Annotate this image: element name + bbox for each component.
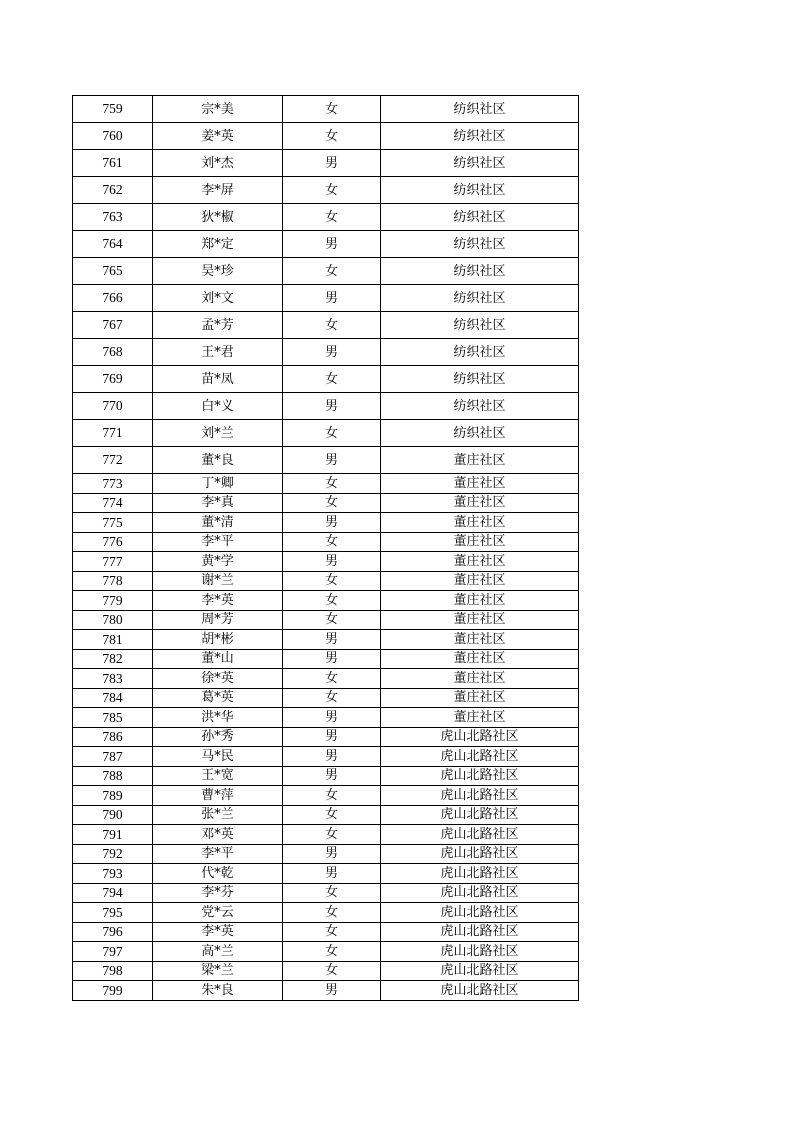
row-name: 刘*文 [153,285,283,312]
row-name: 黄*学 [153,552,283,572]
table-row [73,532,579,552]
row-community: 董庄社区 [381,447,579,474]
row-gender: 女 [283,312,381,339]
row-community: 虎山北路社区 [381,922,579,942]
table-row [73,864,579,884]
row-number: 789 [73,786,153,806]
row-community: 纺织社区 [381,204,579,231]
row-community: 董庄社区 [381,513,579,533]
row-name: 胡*彬 [153,630,283,650]
row-gender: 男 [283,766,381,786]
row-gender: 女 [283,922,381,942]
row-community: 董庄社区 [381,688,579,708]
row-number: 779 [73,591,153,611]
table-row [73,420,579,447]
row-gender: 男 [283,747,381,767]
row-gender: 女 [283,420,381,447]
row-number: 798 [73,961,153,981]
row-name: 邓*英 [153,825,283,845]
table-row [73,805,579,825]
table-row [73,669,579,689]
table-row [73,150,579,177]
row-gender: 男 [283,231,381,258]
row-name: 宗*美 [153,96,283,123]
table-row [73,727,579,747]
row-community: 纺织社区 [381,393,579,420]
row-community: 纺织社区 [381,123,579,150]
table-row [73,981,579,1001]
row-number: 797 [73,942,153,962]
table-row [73,922,579,942]
row-community: 纺织社区 [381,150,579,177]
row-community: 虎山北路社区 [381,864,579,884]
row-community: 虎山北路社区 [381,825,579,845]
row-name: 谢*兰 [153,571,283,591]
row-number: 792 [73,844,153,864]
row-community: 董庄社区 [381,571,579,591]
table-row [73,231,579,258]
row-community: 虎山北路社区 [381,942,579,962]
row-number: 765 [73,258,153,285]
table-row [73,366,579,393]
row-name: 白*义 [153,393,283,420]
row-number: 799 [73,981,153,1001]
row-name: 徐*英 [153,669,283,689]
row-name: 李*平 [153,532,283,552]
row-name: 吴*珍 [153,258,283,285]
row-number: 788 [73,766,153,786]
row-name: 李*屏 [153,177,283,204]
row-number: 762 [73,177,153,204]
table-row [73,688,579,708]
row-gender: 男 [283,513,381,533]
table-row [73,339,579,366]
row-community: 董庄社区 [381,649,579,669]
row-name: 李*平 [153,844,283,864]
row-name: 王*君 [153,339,283,366]
row-number: 767 [73,312,153,339]
row-community: 虎山北路社区 [381,961,579,981]
row-community: 虎山北路社区 [381,883,579,903]
row-community: 纺织社区 [381,366,579,393]
row-number: 759 [73,96,153,123]
table-row [73,903,579,923]
row-number: 795 [73,903,153,923]
table-row [73,258,579,285]
row-name: 代*乾 [153,864,283,884]
row-community: 董庄社区 [381,591,579,611]
table-row [73,493,579,513]
row-number: 768 [73,339,153,366]
row-name: 孟*芳 [153,312,283,339]
row-name: 李*真 [153,493,283,513]
row-gender: 男 [283,630,381,650]
row-number: 770 [73,393,153,420]
row-number: 790 [73,805,153,825]
table-row [73,312,579,339]
table-row [73,591,579,611]
table-row [73,649,579,669]
row-community: 董庄社区 [381,493,579,513]
row-gender: 男 [283,447,381,474]
row-number: 786 [73,727,153,747]
row-community: 虎山北路社区 [381,981,579,1001]
row-number: 780 [73,610,153,630]
row-number: 787 [73,747,153,767]
row-number: 775 [73,513,153,533]
row-gender: 女 [283,610,381,630]
row-name: 刘*兰 [153,420,283,447]
table-row [73,747,579,767]
row-community: 虎山北路社区 [381,727,579,747]
row-name: 丁*卿 [153,474,283,494]
table-row [73,961,579,981]
row-number: 774 [73,493,153,513]
row-community: 纺织社区 [381,285,579,312]
row-name: 姜*英 [153,123,283,150]
table-row [73,844,579,864]
row-gender: 男 [283,393,381,420]
row-name: 郑*定 [153,231,283,258]
row-number: 776 [73,532,153,552]
row-number: 781 [73,630,153,650]
row-number: 794 [73,883,153,903]
row-gender: 女 [283,493,381,513]
table-row [73,766,579,786]
row-community: 纺织社区 [381,177,579,204]
row-gender: 女 [283,571,381,591]
row-gender: 男 [283,339,381,366]
row-community: 虎山北路社区 [381,766,579,786]
row-number: 766 [73,285,153,312]
table-row [73,571,579,591]
table-row [73,204,579,231]
row-gender: 女 [283,961,381,981]
row-name: 李*英 [153,591,283,611]
row-name: 王*宽 [153,766,283,786]
table-row [73,285,579,312]
table-row [73,96,579,123]
row-community: 董庄社区 [381,474,579,494]
row-name: 曹*萍 [153,786,283,806]
row-name: 梁*兰 [153,961,283,981]
row-community: 董庄社区 [381,552,579,572]
row-community: 纺织社区 [381,258,579,285]
row-name: 周*芳 [153,610,283,630]
row-name: 狄*椒 [153,204,283,231]
row-number: 769 [73,366,153,393]
row-community: 纺织社区 [381,231,579,258]
row-name: 朱*良 [153,981,283,1001]
table-row [73,610,579,630]
row-gender: 女 [283,883,381,903]
row-gender: 男 [283,285,381,312]
row-gender: 女 [283,786,381,806]
table-row [73,474,579,494]
row-gender: 女 [283,942,381,962]
row-gender: 男 [283,864,381,884]
row-community: 虎山北路社区 [381,844,579,864]
row-number: 771 [73,420,153,447]
table-row [73,552,579,572]
row-community: 虎山北路社区 [381,903,579,923]
row-name: 董*良 [153,447,283,474]
row-gender: 男 [283,727,381,747]
row-gender: 女 [283,96,381,123]
table-row [73,786,579,806]
row-name: 葛*英 [153,688,283,708]
row-gender: 男 [283,552,381,572]
row-number: 763 [73,204,153,231]
row-gender: 男 [283,150,381,177]
row-community: 纺织社区 [381,339,579,366]
row-number: 793 [73,864,153,884]
row-number: 772 [73,447,153,474]
row-number: 791 [73,825,153,845]
row-number: 761 [73,150,153,177]
row-gender: 女 [283,123,381,150]
table-row [73,393,579,420]
row-community: 董庄社区 [381,532,579,552]
row-number: 760 [73,123,153,150]
row-name: 张*兰 [153,805,283,825]
row-gender: 女 [283,805,381,825]
row-community: 纺织社区 [381,420,579,447]
row-community: 董庄社区 [381,630,579,650]
row-gender: 女 [283,366,381,393]
row-gender: 女 [283,669,381,689]
row-gender: 女 [283,177,381,204]
row-community: 虎山北路社区 [381,805,579,825]
row-community: 虎山北路社区 [381,747,579,767]
table-row [73,883,579,903]
table-row [73,708,579,728]
row-name: 李*英 [153,922,283,942]
row-gender: 女 [283,903,381,923]
row-gender: 女 [283,204,381,231]
row-community: 纺织社区 [381,96,579,123]
row-name: 李*芬 [153,883,283,903]
row-gender: 女 [283,532,381,552]
row-name: 党*云 [153,903,283,923]
row-gender: 女 [283,474,381,494]
row-number: 778 [73,571,153,591]
row-name: 高*兰 [153,942,283,962]
row-name: 马*民 [153,747,283,767]
row-gender: 女 [283,688,381,708]
table-row [73,447,579,474]
row-gender: 男 [283,981,381,1001]
table-row [73,123,579,150]
row-number: 773 [73,474,153,494]
row-number: 784 [73,688,153,708]
row-gender: 女 [283,258,381,285]
row-name: 刘*杰 [153,150,283,177]
row-name: 洪*华 [153,708,283,728]
row-gender: 男 [283,649,381,669]
row-community: 董庄社区 [381,708,579,728]
row-gender: 男 [283,844,381,864]
row-number: 764 [73,231,153,258]
table-row [73,177,579,204]
row-number: 783 [73,669,153,689]
row-number: 782 [73,649,153,669]
row-community: 虎山北路社区 [381,786,579,806]
row-name: 董*山 [153,649,283,669]
row-name: 董*清 [153,513,283,533]
table-row [73,825,579,845]
table-row [73,513,579,533]
row-gender: 女 [283,591,381,611]
row-community: 董庄社区 [381,610,579,630]
row-number: 796 [73,922,153,942]
row-number: 785 [73,708,153,728]
roster-body [73,96,579,1001]
row-name: 苗*凤 [153,366,283,393]
row-gender: 男 [283,708,381,728]
table-row [73,630,579,650]
row-community: 纺织社区 [381,312,579,339]
table-row [73,942,579,962]
row-number: 777 [73,552,153,572]
row-name: 孙*秀 [153,727,283,747]
row-gender: 女 [283,825,381,845]
roster-table [72,95,579,1001]
row-community: 董庄社区 [381,669,579,689]
